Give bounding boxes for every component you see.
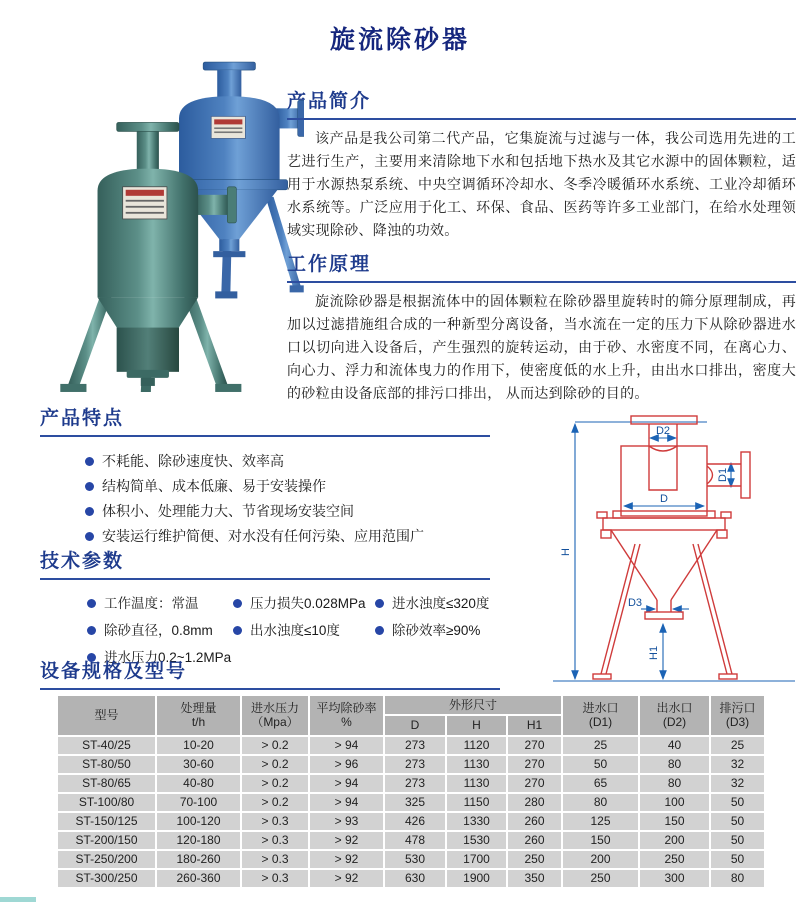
spec-table-cell: ST-40/25 bbox=[58, 737, 155, 754]
scan-edge-artifact bbox=[0, 897, 36, 902]
spec-table-cell: 70-100 bbox=[157, 794, 240, 811]
spec-table-cell: 300 bbox=[640, 870, 709, 887]
spec-table-cell: 32 bbox=[711, 756, 764, 773]
spec-table-cell: 150 bbox=[640, 813, 709, 830]
col-header-drain-label: 排污口 bbox=[719, 701, 756, 715]
section-specs bbox=[40, 656, 500, 690]
dimension-lines bbox=[553, 422, 795, 681]
spec-table-cell: > 94 bbox=[310, 775, 383, 792]
principle-paragraph: 旋流除砂器是根据流体中的固体颗粒在除砂器里旋转时的筛分原理制成，再加以过滤措施组合成的一种新型分离设备，当水流在一定的压力下从除砂器进水口以切向进入设备后，产生强烈的旋转运动，由于砂、水密度不同，在离心力、向心力、浮力和流体曳力的作用下，使密度低的水上升，由出水口排出，密度大的砂粒由设备底部的排污口排出， 从而达到除砂的目的。 bbox=[287, 293, 796, 401]
spec-table-cell: 273 bbox=[385, 737, 445, 754]
spec-table-cell: 260-360 bbox=[157, 870, 240, 887]
spec-table-body bbox=[58, 737, 764, 887]
spec-table-cell: > 0.3 bbox=[242, 870, 308, 887]
col-header-inlet bbox=[563, 696, 638, 735]
spec-table-cell: ST-150/125 bbox=[58, 813, 155, 830]
spec-table-cell: 80 bbox=[640, 756, 709, 773]
spec-table-row bbox=[58, 832, 764, 849]
feature-item bbox=[85, 474, 490, 499]
parameter-text: 压力损失0.028MPa bbox=[250, 596, 366, 611]
spec-table-cell: 260 bbox=[508, 813, 561, 830]
col-header-d: D bbox=[385, 716, 445, 734]
section-principle bbox=[287, 249, 796, 405]
spec-table-row bbox=[58, 775, 764, 792]
spec-table-cell: 1130 bbox=[447, 775, 506, 792]
spec-table-cell: ST-300/250 bbox=[58, 870, 155, 887]
bullet-icon bbox=[233, 599, 242, 608]
spec-table-cell: 1530 bbox=[447, 832, 506, 849]
spec-table-cell: 630 bbox=[385, 870, 445, 887]
col-header-rate-label: 平均除砂率 bbox=[316, 701, 377, 715]
col-header-drain-sub: (D3) bbox=[725, 715, 750, 730]
parameter-item bbox=[87, 590, 231, 617]
spec-table-cell: ST-250/200 bbox=[58, 851, 155, 868]
label-d1: D1 bbox=[717, 467, 729, 482]
spec-table-cell: > 0.2 bbox=[242, 756, 308, 773]
spec-table-cell: 10-20 bbox=[157, 737, 240, 754]
col-header-capacity-unit: t/h bbox=[191, 715, 206, 730]
spec-table-cell: > 0.3 bbox=[242, 813, 308, 830]
spec-table-cell: > 96 bbox=[310, 756, 383, 773]
spec-table-cell: 40-80 bbox=[157, 775, 240, 792]
spec-table-cell: 100 bbox=[640, 794, 709, 811]
parameter-text: 进水压力0.2~1.2MPa bbox=[104, 650, 232, 665]
spec-table-cell: 50 bbox=[711, 851, 764, 868]
col-header-dimensions: 外形尺寸 bbox=[385, 696, 561, 714]
spec-table-cell: 50 bbox=[711, 832, 764, 849]
parameter-item bbox=[87, 617, 231, 644]
spec-table-cell: ST-80/65 bbox=[58, 775, 155, 792]
col-header-rate-unit: % bbox=[341, 715, 352, 730]
dimension-diagram bbox=[545, 398, 800, 690]
parameter-item bbox=[375, 617, 489, 644]
section-heading-parameters: 技术参数 bbox=[40, 546, 490, 580]
spec-table-cell: 325 bbox=[385, 794, 445, 811]
spec-table-cell: 250 bbox=[563, 870, 638, 887]
spec-table bbox=[56, 694, 766, 889]
spec-table-cell: > 94 bbox=[310, 737, 383, 754]
feature-item bbox=[85, 499, 490, 524]
parameter-column bbox=[233, 590, 366, 644]
feature-text: 不耗能、除砂速度快、效率高 bbox=[102, 453, 284, 469]
parameter-text: 出水浊度≤10度 bbox=[250, 623, 340, 638]
spec-table-cell: > 0.2 bbox=[242, 737, 308, 754]
parameter-item bbox=[233, 617, 366, 644]
parameter-text: 进水浊度≤320度 bbox=[392, 596, 490, 611]
spec-table-cell: ST-200/150 bbox=[58, 832, 155, 849]
section-heading-intro: 产品简介 bbox=[287, 86, 796, 120]
spec-table-cell: 426 bbox=[385, 813, 445, 830]
spec-table-cell: 250 bbox=[640, 851, 709, 868]
col-header-inlet-sub: (D1) bbox=[588, 715, 613, 730]
spec-table-cell: 30-60 bbox=[157, 756, 240, 773]
spec-table-cell: 50 bbox=[711, 813, 764, 830]
spec-table-cell: > 92 bbox=[310, 870, 383, 887]
col-header-pressure bbox=[242, 696, 308, 735]
spec-table-cell: 270 bbox=[508, 775, 561, 792]
spec-table-row bbox=[58, 813, 764, 830]
col-header-outlet-label: 出水口 bbox=[656, 701, 693, 715]
cyclone-dimension-drawing bbox=[545, 398, 800, 690]
spec-table-cell: 260 bbox=[508, 832, 561, 849]
spec-table-row bbox=[58, 737, 764, 754]
spec-table-cell: 25 bbox=[563, 737, 638, 754]
spec-table-cell: 100-120 bbox=[157, 813, 240, 830]
spec-table-cell: 1900 bbox=[447, 870, 506, 887]
feature-text: 安装运行维护简便、对水没有任何污染、应用范围广 bbox=[102, 528, 424, 544]
dimension-labels bbox=[560, 425, 729, 660]
spec-table-cell: > 92 bbox=[310, 832, 383, 849]
spec-table-cell: ST-100/80 bbox=[58, 794, 155, 811]
spec-table-row bbox=[58, 851, 764, 868]
parameter-text: 除砂直径，0.8mm bbox=[104, 623, 213, 638]
spec-table-cell: 478 bbox=[385, 832, 445, 849]
section-heading-features: 产品特点 bbox=[40, 403, 490, 437]
spec-table-cell: 80 bbox=[711, 870, 764, 887]
spec-table-cell: 270 bbox=[508, 737, 561, 754]
spec-table-cell: > 0.3 bbox=[242, 851, 308, 868]
label-d: D bbox=[660, 493, 668, 505]
bullet-icon bbox=[87, 626, 96, 635]
parameter-text: 除砂效率≥90% bbox=[392, 623, 481, 638]
spec-table-row bbox=[58, 870, 764, 887]
spec-table-row bbox=[58, 794, 764, 811]
spec-table-cell: 1120 bbox=[447, 737, 506, 754]
col-header-pressure-unit: （Mpa） bbox=[251, 715, 299, 730]
spec-table-cell: 50 bbox=[563, 756, 638, 773]
spec-table-cell: 200 bbox=[563, 851, 638, 868]
spec-table-cell: 250 bbox=[508, 851, 561, 868]
bullet-icon bbox=[233, 626, 242, 635]
col-header-capacity-label: 处理量 bbox=[180, 701, 217, 715]
col-header-pressure-label: 进水压力 bbox=[250, 701, 299, 715]
spec-table-cell: 280 bbox=[508, 794, 561, 811]
spec-table-cell: 530 bbox=[385, 851, 445, 868]
feature-text: 体积小、处理能力大、节省现场安装空间 bbox=[102, 503, 354, 519]
section-intro bbox=[287, 86, 796, 242]
parameter-item bbox=[375, 590, 489, 617]
page-title: 旋流除砂器 bbox=[329, 26, 470, 54]
col-header-capacity bbox=[157, 696, 240, 735]
spec-table-cell: 273 bbox=[385, 756, 445, 773]
label-d2: D2 bbox=[655, 425, 671, 437]
spec-table-cell: 150 bbox=[563, 832, 638, 849]
spec-table-cell: 350 bbox=[508, 870, 561, 887]
spec-table-cell: 200 bbox=[640, 832, 709, 849]
product-photo bbox=[52, 56, 304, 398]
section-parameters bbox=[40, 546, 490, 674]
features-list bbox=[40, 449, 490, 549]
bullet-icon bbox=[85, 507, 94, 516]
spec-table-cell: ST-80/50 bbox=[58, 756, 155, 773]
spec-table-cell: 180-260 bbox=[157, 851, 240, 868]
spec-table-cell: 1130 bbox=[447, 756, 506, 773]
spec-table-cell: > 93 bbox=[310, 813, 383, 830]
col-header-h1: H1 bbox=[508, 716, 561, 734]
col-header-h: H bbox=[447, 716, 506, 734]
bullet-icon bbox=[87, 599, 96, 608]
cyclone-separators-photo bbox=[52, 56, 304, 398]
spec-table-cell: 80 bbox=[640, 775, 709, 792]
col-header-model-label: 型号 bbox=[94, 708, 119, 723]
spec-table-cell: 1150 bbox=[447, 794, 506, 811]
parameter-column bbox=[375, 590, 489, 644]
label-h: H bbox=[560, 548, 572, 556]
col-header-inlet-label: 进水口 bbox=[582, 701, 619, 715]
col-header-model bbox=[58, 696, 155, 735]
spec-table-cell: 270 bbox=[508, 756, 561, 773]
section-heading-principle: 工作原理 bbox=[287, 249, 796, 283]
bullet-icon bbox=[85, 532, 94, 541]
spec-table-cell: 1700 bbox=[447, 851, 506, 868]
spec-table-cell: 25 bbox=[711, 737, 764, 754]
col-header-outlet bbox=[640, 696, 709, 735]
bullet-icon bbox=[375, 626, 384, 635]
feature-text: 结构简单、成本低廉、易于安装操作 bbox=[102, 478, 326, 494]
label-h1: H1 bbox=[648, 645, 660, 660]
spec-table-cell: > 0.3 bbox=[242, 832, 308, 849]
spec-table-cell: 1330 bbox=[447, 813, 506, 830]
intro-paragraph: 该产品是我公司第二代产品，它集旋流与过滤与一体，我公司选用先进的工艺进行生产，主要用来清除地下水和包括地下热水及其它水源中的固体颗粒，适用于水源热泵系统、中央空调循环冷却水、冬季冷暖循环水系统、工业冷却循环水系统等。广泛应用于化工、环保、食品、医药等许多工业部门，在给水处理领域实现除砂、降浊的功效。 bbox=[287, 130, 796, 238]
spec-table-cell: 50 bbox=[711, 794, 764, 811]
bullet-icon bbox=[85, 457, 94, 466]
section-heading-specs: 设备规格及型号 bbox=[40, 656, 500, 690]
feature-item bbox=[85, 449, 490, 474]
bullet-icon bbox=[85, 482, 94, 491]
col-header-rate bbox=[310, 696, 383, 735]
spec-table-cell: > 92 bbox=[310, 851, 383, 868]
spec-table-cell: > 0.2 bbox=[242, 775, 308, 792]
spec-table-cell: > 94 bbox=[310, 794, 383, 811]
spec-table-cell: 65 bbox=[563, 775, 638, 792]
col-header-drain bbox=[711, 696, 764, 735]
spec-table-row bbox=[58, 756, 764, 773]
parameter-item bbox=[233, 590, 366, 617]
spec-table-cell: 80 bbox=[563, 794, 638, 811]
section-features bbox=[40, 403, 490, 549]
spec-table-cell: 32 bbox=[711, 775, 764, 792]
spec-table-cell: 120-180 bbox=[157, 832, 240, 849]
bullet-icon bbox=[375, 599, 384, 608]
spec-table-cell: 273 bbox=[385, 775, 445, 792]
spec-table-cell: > 0.2 bbox=[242, 794, 308, 811]
spec-table-cell: 40 bbox=[640, 737, 709, 754]
parameter-text: 工作温度：常温 bbox=[104, 596, 199, 611]
label-d3: D3 bbox=[627, 597, 642, 609]
col-header-outlet-sub: (D2) bbox=[662, 715, 687, 730]
device-outline bbox=[593, 416, 750, 679]
spec-table-cell: 125 bbox=[563, 813, 638, 830]
